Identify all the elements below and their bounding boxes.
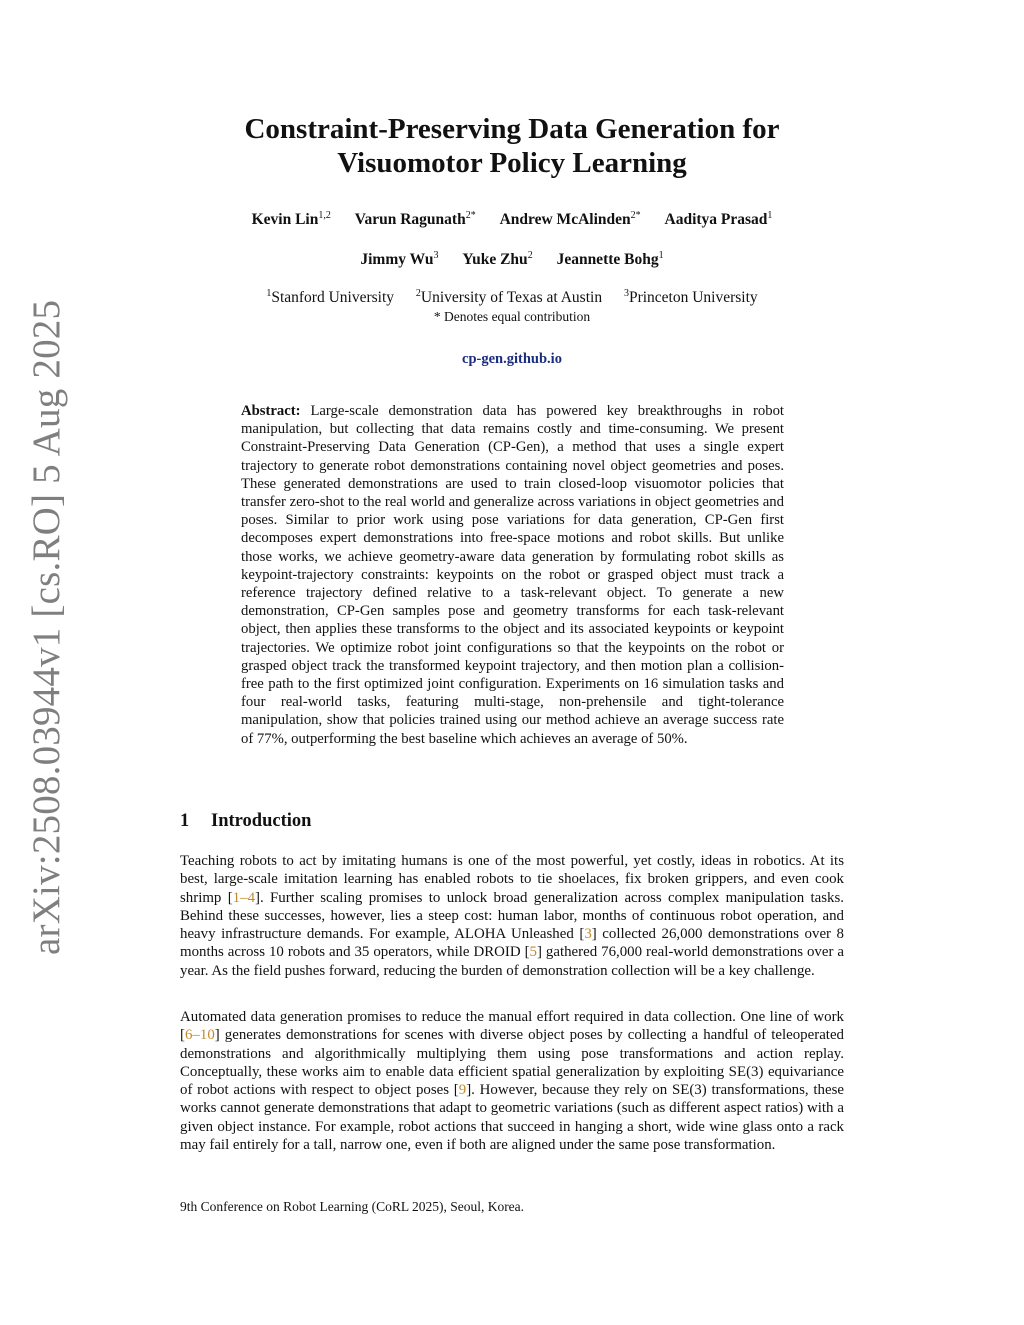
author-name: Jimmy Wu	[360, 251, 434, 268]
citation-link[interactable]: 1	[232, 889, 241, 906]
author-affiliation-mark: 1	[767, 209, 773, 221]
abstract	[241, 402, 784, 748]
author-affiliation-mark: 2	[527, 249, 533, 261]
author	[462, 251, 532, 268]
citation-link[interactable]: 6	[184, 1027, 193, 1044]
affiliation-name: Princeton University	[628, 289, 758, 306]
author	[355, 211, 476, 228]
citation-link[interactable]: 9	[458, 1082, 467, 1099]
citation-link[interactable]: 3	[584, 926, 592, 943]
author	[500, 211, 641, 228]
citation-link[interactable]: 5	[529, 944, 537, 961]
author-name: Kevin Lin	[251, 211, 319, 228]
affiliation	[624, 289, 758, 306]
citation-link[interactable]: 4	[247, 889, 256, 906]
author	[665, 211, 773, 228]
author-affiliation-mark: 1,2	[318, 209, 331, 221]
text-run: Automated data generation promises to reduce the manual effort required in data collection. One line of work [	[180, 1009, 844, 1044]
affiliations	[180, 289, 844, 307]
project-website-link[interactable]: cp-gen.github.io	[462, 351, 562, 367]
author-name: Varun Ragunath	[354, 211, 466, 228]
citation-range-dash: –	[192, 1027, 200, 1044]
paper-title-line-2: Visuomotor Policy Learning	[337, 147, 687, 179]
author	[557, 251, 664, 268]
affiliation	[266, 289, 394, 306]
author	[252, 211, 331, 228]
section-title: Introduction	[211, 811, 312, 831]
abstract-label: Abstract:	[241, 403, 301, 419]
author-list-row-1	[180, 211, 844, 229]
author-affiliation-mark: 2*	[630, 209, 641, 221]
author-name: Yuke Zhu	[462, 251, 528, 268]
arxiv-identifier-stamp: arXiv:2508.03944v1 [cs.RO] 5 Aug 2025	[25, 299, 68, 955]
affiliation-mark: 3	[623, 287, 629, 299]
abstract-text: Large-scale demonstration data has powered key breakthroughs in robot manipulation, but collecting that data remains costly and time-consuming. We present Constraint-Preserving Data Generation (CP-Gen), a method that uses a single expert trajectory to generate robot demonstrations containing novel object geometries and poses. These generated demonstrations are used to train closed-loop visuomotor policies that transfer zero-shot to the real world and generalize across variations in object geometries and poses. Similar to prior work using pose variations for data generation, CP-Gen first decomposes expert demonstrations into free-space motions and robot skills. But unlike those works, we achieve geometry-aware data generation by formulating robot skills as keypoint-trajectory constraints: keypoints on the robot or grasped object must track a reference trajectory defined relative to a task-relevant object. To generate a new demonstration, CP-Gen samples pose and geometry transforms for each task-relevant object, then applies these transforms to the object and its associated keypoints or keypoint trajectories. We optimize robot joint configurations so that the keypoints on the robot or grasped object track the transformed keypoint trajectory, and then motion plan a collision-free path to the first optimized joint configuration. Experiments on 16 simulation tasks and four real-world tasks, featuring multi-stage, non-prehensile and tight-tolerance manipulation, show that policies trained using our method achieve an average success rate of 77%, outperforming the best baseline which achieves an average of 50%.	[241, 403, 784, 747]
author-name: Jeannette Bohg	[556, 251, 659, 268]
citation-range-dash: –	[240, 889, 248, 906]
affiliation-mark: 2	[415, 287, 421, 299]
author-affiliation-mark: 1	[658, 249, 664, 261]
author-name: Aaditya Prasad	[664, 211, 768, 228]
text-run: ] collected 26,000 demonstrations over 8 months across 10 robots and 35 operators, while DROID [	[180, 926, 844, 961]
affiliation-name: Stanford University	[271, 289, 395, 306]
paper-title-line-1: Constraint-Preserving Data Generation for	[244, 113, 780, 145]
section-number: 1	[180, 811, 190, 831]
text-run: ] generates demonstrations for scenes with diverse object poses by collecting a handful of teleoperated demonstrations and algorithmically multiplying them using pose transformations and action replay. Conceptually, these works aim to enable data efficient spatial generalization by exploiting SE(3) equivariance of robot actions with respect to object poses [	[180, 1027, 844, 1099]
author-affiliation-mark: 2*	[465, 209, 476, 221]
affiliation-name: University of Texas at Austin	[420, 289, 603, 306]
equal-contribution-note: * Denotes equal contribution	[433, 309, 591, 324]
text-run: ] gathered 76,000 real-world demonstrations over a year. As the field pushes forward, reducing the burden of demonstration collection will be a key challenge.	[180, 944, 844, 979]
intro-paragraph-2	[180, 1008, 844, 1154]
author-list-row-2	[180, 251, 844, 269]
intro-paragraph-1	[180, 852, 844, 980]
citation-link[interactable]: 10	[199, 1027, 215, 1044]
affiliation	[416, 289, 602, 306]
conference-footnote: 9th Conference on Robot Learning (CoRL 2025), Seoul, Korea.	[180, 1199, 525, 1214]
text-run: Teaching robots to act by imitating humans is one of the most powerful, yet costly, ideas in robotics. At its best, large-scale imitation learning has enabled robots to tie shoelaces, fix broken grippers, and even cook shrimp [	[180, 853, 844, 906]
author-name: Andrew McAlinden	[499, 211, 631, 228]
author	[360, 251, 438, 268]
paper-title	[180, 112, 844, 180]
affiliation-mark: 1	[266, 287, 272, 299]
text-run: ]. However, because they rely on SE(3) transformations, these works cannot generate demonstrations that adapt to geometric variations (such as different aspect ratios) with a given object instance. For example, robot actions that succeed in hanging a short, wide wine glass onto a rack may fail entirely for a tall, narrow one, even if both are aligned under the same pose transformation.	[180, 1082, 844, 1154]
author-affiliation-mark: 3	[433, 249, 439, 261]
text-run: ]. Further scaling promises to unlock broad generalization across complex manipulation tasks. Behind these successes, however, lies a steep cost: human labor, months of continuous robot operation, and heavy infrastructure demands. For example, ALOHA Unleashed [	[180, 889, 845, 943]
section-heading-introduction	[180, 811, 311, 832]
